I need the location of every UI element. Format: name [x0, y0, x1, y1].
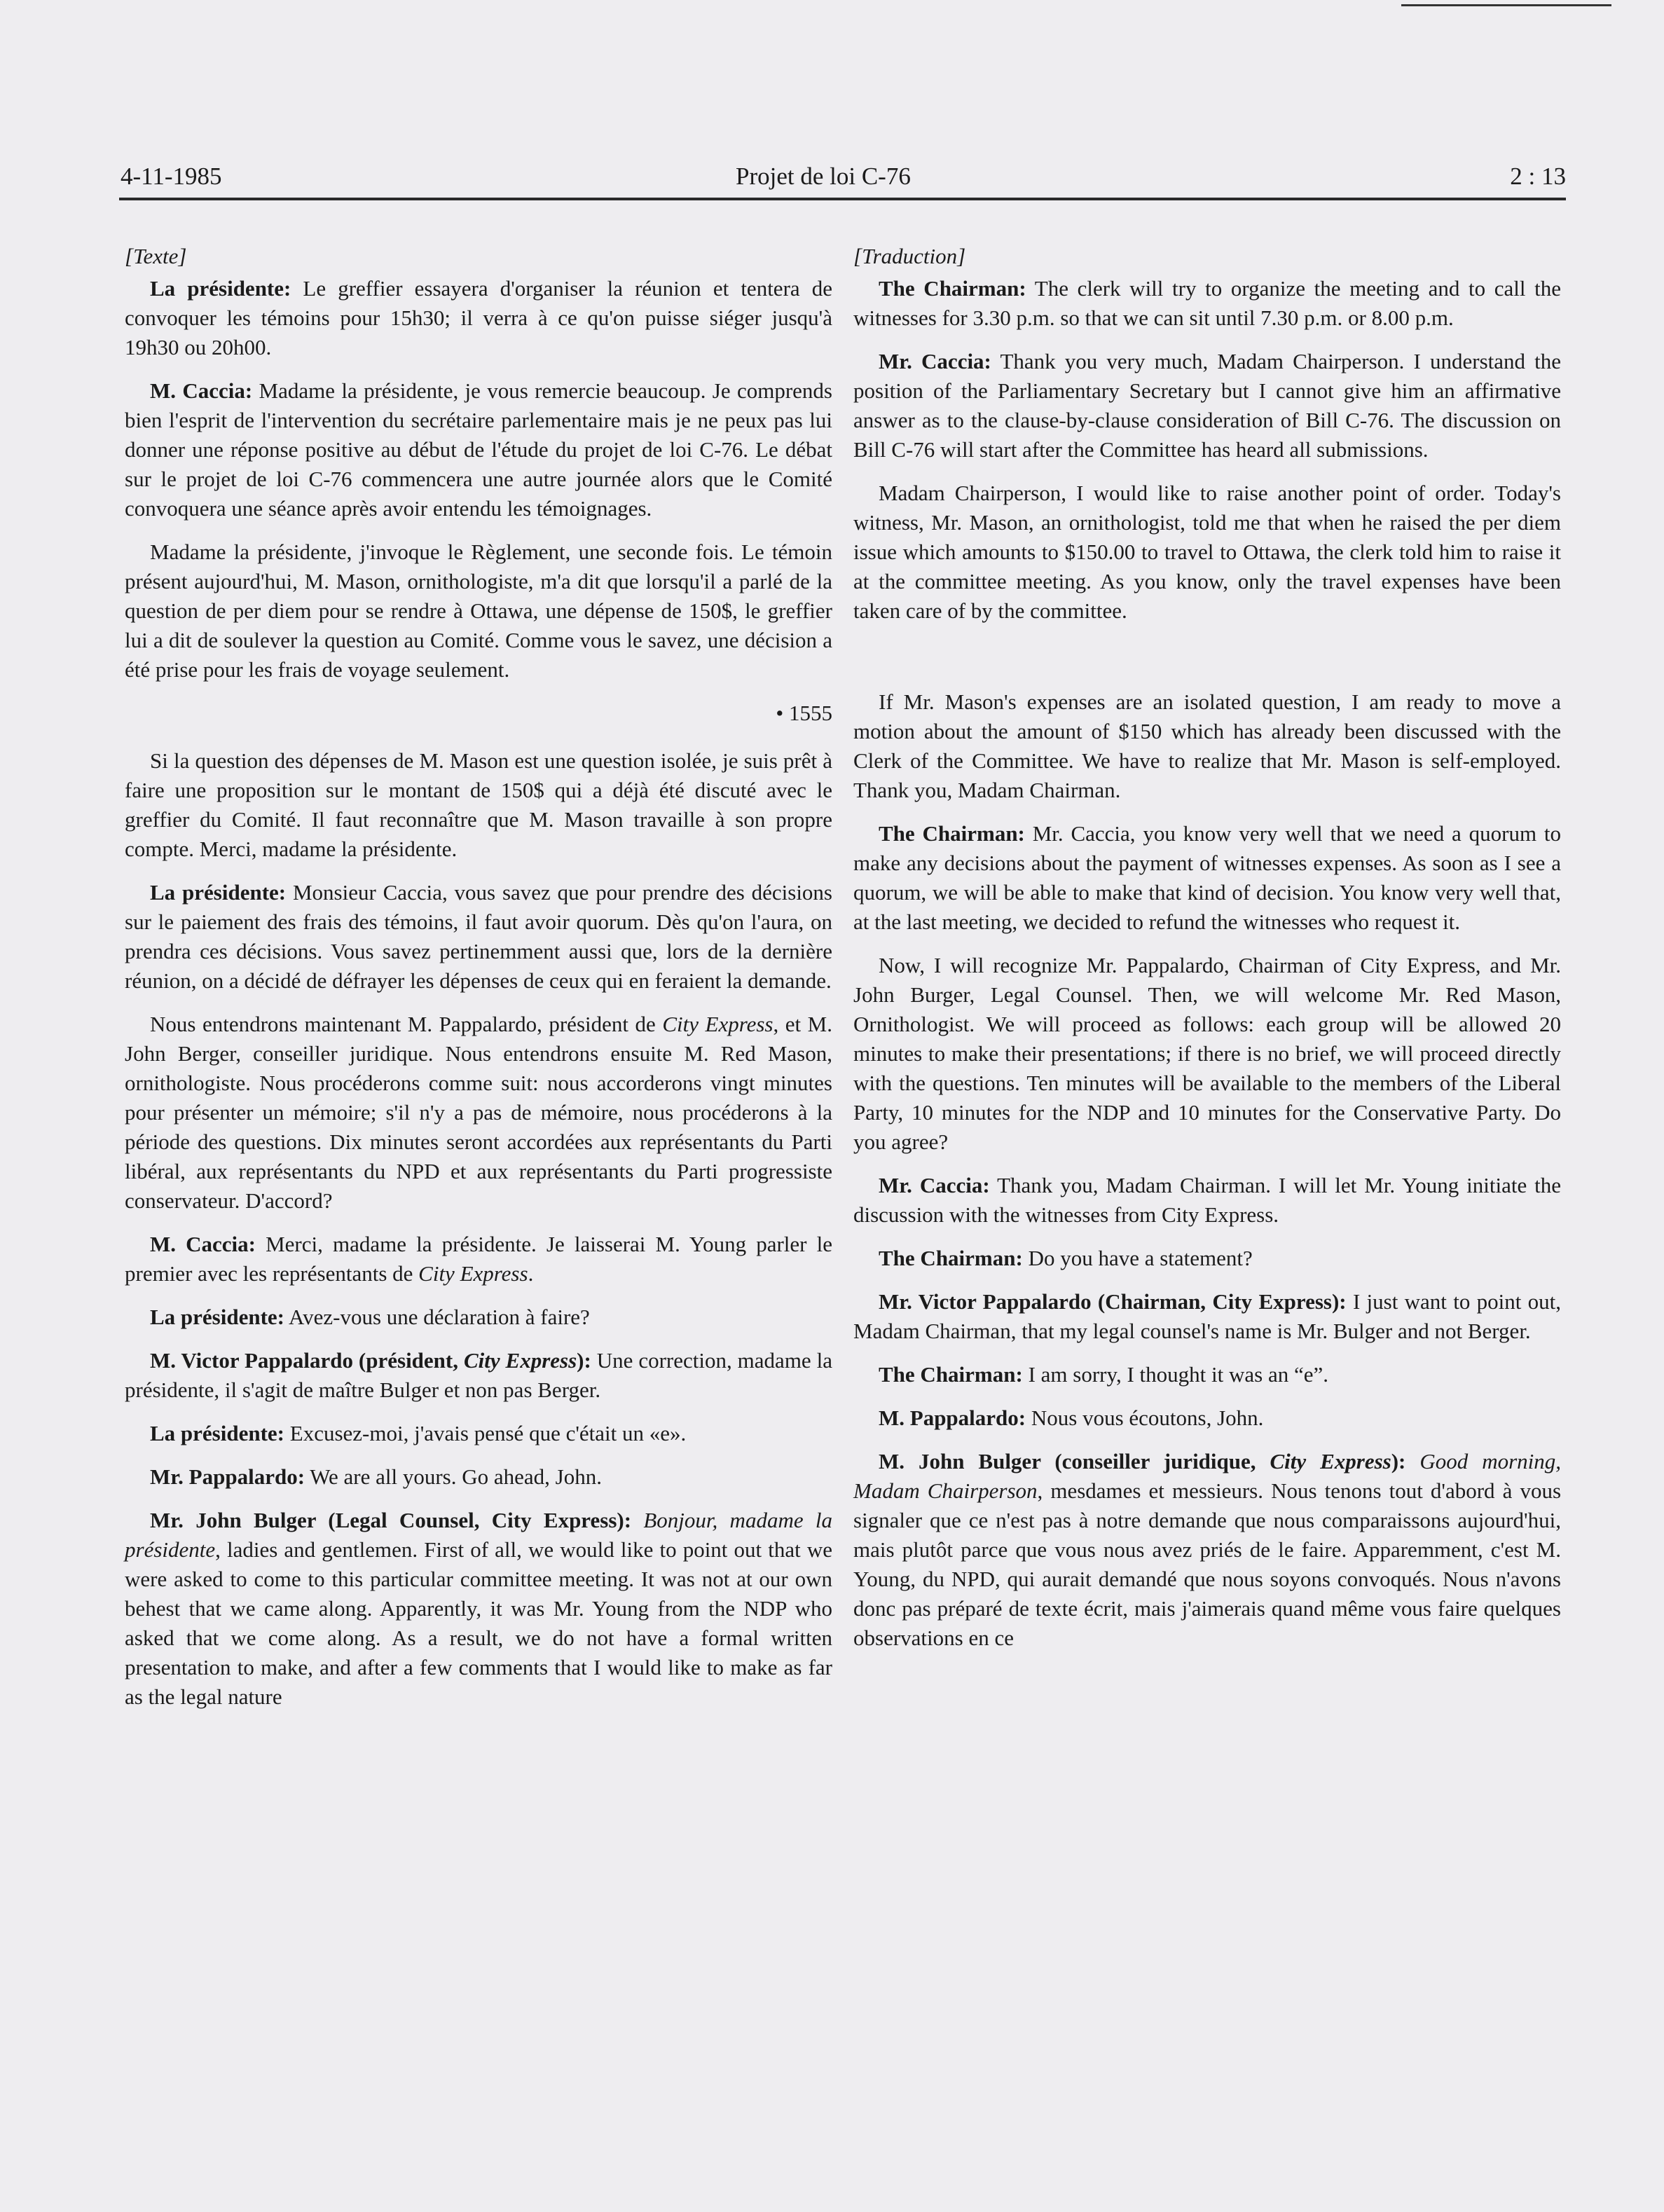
- speaker: M. Pappalardo:: [879, 1406, 1026, 1430]
- speaker: The Chairman:: [879, 1246, 1023, 1270]
- header-date: 4-11-1985: [121, 163, 222, 190]
- paragraph: Now, I will recognize Mr. Pappalardo, Chairman of City Express, and Mr. John Burger, Legal Counsel. Then, we will welcome Mr. Red Mason, Ornithologist. We will proceed as follows: each group will be allowed 20 minutes to make their presentations; if there is no brief, we will proceed directly with the questions. Ten minutes will be available to the members of the Liberal Party, 10 minutes for the NDP and 10 minutes for the Conservative Party. Do you agree?: [853, 953, 1561, 1154]
- paragraph: Madam Chairperson, I would like to raise another point of order. Today's witness, Mr. Mason, an ornithologist, told me that when he raised the per diem issue which amounts to $150.00 to travel to Ottawa, the clerk told him to raise it at the committee meeting. As you know, only the travel expenses have been taken care of by the committee.: [853, 481, 1561, 623]
- header-rule: [119, 198, 1566, 200]
- paragraph: La présidente: Le greffier essayera d'organiser la réunion et tentera de convoquer les témoins pour 15h30; il verra à ce qu'on puisse siéger jusqu'à 19h30 ou 20h00.: [125, 276, 832, 359]
- paragraph: La présidente: Monsieur Caccia, vous savez que pour prendre des décisions sur le paiement des frais des témoins, il faut avoir quorum. Dès qu'on l'aura, on prendra ces décisions. Vous savez pertinemment aussi que, lors de la dernière réunion, on a décidé de défrayer les dépenses de ceux qui en feraient la demande.: [125, 880, 832, 993]
- paragraph: The Chairman: Do you have a statement?: [879, 1246, 1253, 1270]
- paragraph: M. Pappalardo: Nous vous écoutons, John.: [879, 1406, 1264, 1430]
- paragraph: M. Caccia: Madame la présidente, je vous remercie beaucoup. Je comprends bien l'esprit de l'intervention du secrétaire parlementaire mais je ne peux pas lui donner une réponse positive au début de l'étude du projet de loi C-76. Le débat sur le projet de loi C-76 commencera une autre journée alors que le Comité convoquera une séance après avoir entendu les témoignages.: [125, 378, 832, 521]
- speaker: M. Victor Pappalardo (président, City Express):: [150, 1348, 591, 1373]
- left-column: [125, 242, 832, 1726]
- speaker: The Chairman:: [879, 821, 1025, 846]
- right-column: [853, 242, 1561, 1667]
- paragraph: Mr. John Bulger (Legal Counsel, City Express): Bonjour, madame la présidente, ladies and gentlemen. First of all, we would like to point out that we were asked to come to this particular committee meeting. It was not at our own behest that we came along. Apparently, it was Mr. Young from the NDP who asked that we come along. As a result, we do not have a formal written presentation to make, and after a few comments that I would like to make as far as the legal nature: [125, 1508, 832, 1709]
- speaker: La présidente:: [150, 1421, 285, 1445]
- paragraph: If Mr. Mason's expenses are an isolated question, I am ready to move a motion about the amount of $150 which has already been discussed with the Clerk of the Committee. We have to realize that Mr. Mason is self-employed. Thank you, Madam Chairman.: [853, 689, 1561, 802]
- speaker: La présidente:: [150, 880, 287, 905]
- paragraph: Mr. Pappalardo: We are all yours. Go ahead, John.: [150, 1464, 602, 1489]
- header-title: Projet de loi C-76: [736, 163, 911, 190]
- speaker: La présidente:: [150, 276, 291, 301]
- paragraph: The Chairman: The clerk will try to organize the meeting and to call the witnesses for 3.30 p.m. so that we can sit until 7.30 p.m. or 8.00 p.m.: [853, 276, 1561, 330]
- speaker: Mr. Victor Pappalardo (Chairman, City Express):: [879, 1289, 1347, 1314]
- top-edge-rule: [1401, 4, 1611, 6]
- paragraph: La présidente: Avez-vous une déclaration à faire?: [150, 1305, 590, 1329]
- time-marker: • 1555: [776, 701, 832, 725]
- paragraph: The Chairman: Mr. Caccia, you know very well that we need a quorum to make any decisions about the payment of witnesses expenses. As soon as I see a quorum, we will be able to make that kind of decision. You know very well that, at the last meeting, we decided to refund the witnesses who request it.: [853, 821, 1561, 934]
- speaker: The Chairman:: [879, 1362, 1023, 1387]
- header-page-number: 2 : 13: [1510, 163, 1566, 190]
- speaker: Mr. Caccia:: [879, 349, 991, 373]
- speaker: Mr. John Bulger (Legal Counsel, City Express):: [150, 1508, 632, 1532]
- paragraph: Madame la présidente, j'invoque le Règlement, une seconde fois. Le témoin présent aujourd'hui, M. Mason, ornithologiste, m'a dit que lorsqu'il a parlé de la question de per diem pour se rendre à Ottawa, une dépense de 150$, le greffier lui a dit de soulever la question au Comité. Comme vous le savez, une décision a été prise pour les frais de voyage seulement.: [125, 540, 832, 682]
- paragraph: M. Victor Pappalardo (président, City Express): Une correction, madame la présidente, il s'agit de maître Bulger et non pas Berger.: [125, 1348, 832, 1402]
- paragraph: Mr. Victor Pappalardo (Chairman, City Express): I just want to point out, Madam Chairman, that my legal counsel's name is Mr. Bulger and not Berger.: [853, 1289, 1562, 1343]
- speaker: Mr. Pappalardo:: [150, 1464, 305, 1489]
- paragraph: The Chairman: I am sorry, I thought it was an “e”.: [879, 1362, 1328, 1387]
- paragraph: La présidente: Excusez-moi, j'avais pensé que c'était un «e».: [150, 1421, 687, 1445]
- speaker: La présidente:: [150, 1305, 285, 1329]
- speaker: M. Caccia:: [150, 378, 253, 403]
- left-column-tag: [Texte]: [125, 244, 187, 268]
- paragraph: Nous entendrons maintenant M. Pappalardo, président de City Express, et M. John Berger, conseiller juridique. Nous entendrons ensuite M. Red Mason, ornithologiste. Nous procéderons comme suit: nous accorderons vingt minutes pour présenter un mémoire; s'il n'y a pas de mémoire, nous procéderons à la période des questions. Dix minutes seront accordées aux représentants du Parti libéral, aux représentants du NPD et aux représentants du Parti progressiste conservateur. D'accord?: [125, 1012, 832, 1213]
- right-column-tag: [Traduction]: [853, 244, 966, 268]
- paragraph: M. Caccia: Merci, madame la présidente. Je laisserai M. Young parler le premier avec les représentants de City Express.: [125, 1232, 832, 1286]
- speaker: M. John Bulger (conseiller juridique, City Express):: [879, 1449, 1406, 1473]
- speaker: The Chairman:: [879, 276, 1026, 301]
- paragraph: M. John Bulger (conseiller juridique, City Express): Good morning, Madam Chairperson, mesdames et messieurs. Nous tenons tout d'abord à vous signaler que ce n'est pas à notre demande que nous comparaissons aujourd'hui, mais plutôt parce que vous nous avez priés de le faire. Apparemment, c'est M. Young, du NPD, qui aurait demandé que nous soyons convoqués. Nous n'avons donc pas préparé de texte écrit, mais j'aimerais quand même vous faire quelques observations en ce: [853, 1449, 1562, 1650]
- paragraph: Mr. Caccia: Thank you, Madam Chairman. I will let Mr. Young initiate the discussion with the witnesses from City Express.: [853, 1173, 1562, 1227]
- paragraph: Si la question des dépenses de M. Mason est une question isolée, je suis prêt à faire une proposition sur le montant de 150$ qui a déjà été discuté avec le greffier du Comité. Il faut reconnaître que M. Mason travaille à son propre compte. Merci, madame la présidente.: [125, 748, 832, 861]
- paragraph: Mr. Caccia: Thank you very much, Madam Chairperson. I understand the position of the Parliamentary Secretary but I cannot give him an affirmative answer as to the clause-by-clause consideration of Bill C-76. The discussion on Bill C-76 will start after the Committee has heard all submissions.: [853, 349, 1561, 462]
- speaker: M. Caccia:: [150, 1232, 256, 1256]
- speaker: Mr. Caccia:: [879, 1173, 990, 1197]
